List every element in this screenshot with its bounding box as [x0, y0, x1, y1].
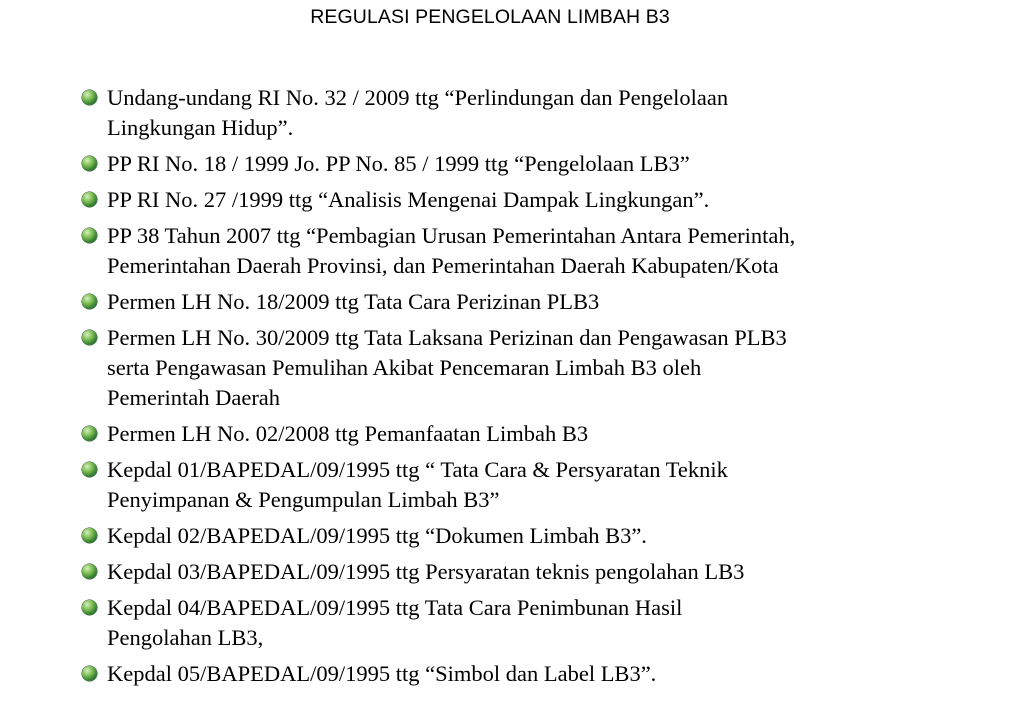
- bullet-icon: [82, 90, 97, 105]
- list-item-text: Kepdal 05/BAPEDAL/09/1995 ttg “Simbol dan Label LB3”.: [107, 661, 657, 686]
- bullet-icon: [82, 462, 97, 477]
- bullet-icon: [82, 600, 97, 615]
- list-item-text: Kepdal 04/BAPEDAL/09/1995 ttg Tata Cara Penimbunan Hasil Pengolahan LB3,: [107, 595, 683, 650]
- regulation-list: [82, 83, 982, 695]
- list-item: [82, 593, 982, 653]
- list-item: [82, 221, 982, 281]
- bullet-icon: [82, 156, 97, 171]
- list-item-text: Permen LH No. 02/2008 ttg Pemanfaatan Limbah B3: [107, 421, 589, 446]
- bullet-icon: [82, 666, 97, 681]
- list-item: [82, 659, 982, 689]
- list-item-text: Kepdal 03/BAPEDAL/09/1995 ttg Persyaratan teknis pengolahan LB3: [107, 559, 745, 584]
- bullet-icon: [82, 330, 97, 345]
- list-item: [82, 287, 982, 317]
- bullet-icon: [82, 564, 97, 579]
- list-item-text: PP RI No. 27 /1999 ttg “Analisis Mengenai Dampak Lingkungan”.: [107, 187, 710, 212]
- slide-title: REGULASI PENGELOLAAN LIMBAH B3: [310, 6, 670, 28]
- list-item-text: PP 38 Tahun 2007 ttg “Pembagian Urusan Pemerintahan Antara Pemerintah, Pemerintahan Daerah Provinsi, dan Pemerintahan Daerah Kabupaten/Kota: [107, 223, 796, 278]
- bullet-icon: [82, 294, 97, 309]
- list-item-text: Permen LH No. 18/2009 ttg Tata Cara Perizinan PLB3: [107, 289, 600, 314]
- list-item-text: Undang-undang RI No. 32 / 2009 ttg “Perlindungan dan Pengelolaan Lingkungan Hidup”.: [107, 85, 729, 140]
- list-item-text: Permen LH No. 30/2009 ttg Tata Laksana Perizinan dan Pengawasan PLB3 serta Pengawasan Pemulihan Akibat Pencemaran Limbah B3 oleh Pemerintah Daerah: [107, 325, 787, 410]
- list-item-text: PP RI No. 18 / 1999 Jo. PP No. 85 / 1999 ttg “Pengelolaan LB3”: [107, 151, 690, 176]
- list-item: [82, 185, 982, 215]
- list-item-text: Kepdal 02/BAPEDAL/09/1995 ttg “Dokumen Limbah B3”.: [107, 523, 647, 548]
- list-item: [82, 557, 982, 587]
- bullet-icon: [82, 528, 97, 543]
- bullet-icon: [82, 192, 97, 207]
- list-item: [82, 455, 982, 515]
- list-item: [82, 323, 982, 413]
- list-item: [82, 83, 982, 143]
- list-item: [82, 149, 982, 179]
- list-item: [82, 521, 982, 551]
- bullet-icon: [82, 426, 97, 441]
- list-item-text: Kepdal 01/BAPEDAL/09/1995 ttg “ Tata Cara & Persyaratan Teknik Penyimpanan & Pengumpulan Limbah B3”: [107, 457, 728, 512]
- bullet-icon: [82, 228, 97, 243]
- list-item: [82, 419, 982, 449]
